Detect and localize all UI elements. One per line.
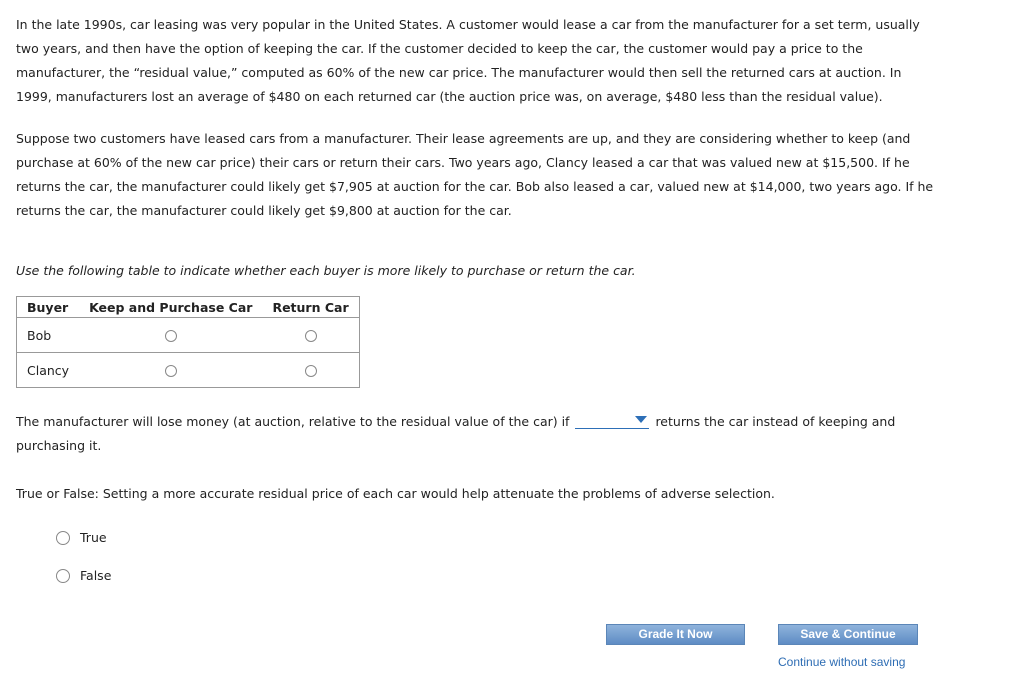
table-header-row <box>17 297 360 318</box>
true-radio[interactable] <box>56 531 70 545</box>
option-false-label: False <box>80 568 112 583</box>
header-return: Return Car <box>262 297 359 318</box>
clancy-return-radio[interactable] <box>305 365 317 377</box>
table-row-clancy <box>17 353 360 388</box>
option-true-label: True <box>80 530 107 545</box>
intro-paragraph-2: Suppose two customers have leased cars from a manufacturer. Their lease agreements are up, and they are considering whether to keep (and purchase at 60% of the new car price) their cars or return their cars. Two years ago, Clancy leased a car that was valued new at $15,500. If he returns the car, the manufacturer could likely get $7,905 at auction for the car. Bob also leased a car, valued new at $14,000, two years ago. If he returns the car, the manufacturer could likely get $9,800 at auction for the car. <box>16 131 934 218</box>
continue-without-saving-link[interactable]: Continue without saving <box>778 655 906 669</box>
grade-it-now-button[interactable]: Grade It Now <box>606 624 745 645</box>
bob-keep-radio[interactable] <box>165 330 177 342</box>
chevron-down-icon <box>635 416 647 423</box>
table-row-bob <box>17 318 360 353</box>
bob-return-radio[interactable] <box>305 330 317 342</box>
question-true-false: True or False: Setting a more accurate residual price of each car would help attenuate the problems of adverse selection. <box>16 486 775 501</box>
save-continue-button[interactable]: Save & Continue <box>778 624 918 645</box>
question-lose-money <box>16 410 936 458</box>
buyer-dropdown[interactable] <box>575 414 649 429</box>
table-instruction: Use the following table to indicate whether each buyer is more likely to purchase or return the car. <box>16 263 636 278</box>
question-lose-money-after: returns the car instead of keeping and purchasing it. <box>16 414 896 453</box>
option-false[interactable] <box>56 568 111 583</box>
question-lose-money-before: The manufacturer will lose money (at auction, relative to the residual value of the car) if <box>16 414 570 429</box>
header-buyer: Buyer <box>17 297 80 318</box>
header-keep-purchase: Keep and Purchase Car <box>79 297 262 318</box>
clancy-keep-radio[interactable] <box>165 365 177 377</box>
false-radio[interactable] <box>56 569 70 583</box>
purchase-return-table <box>16 296 360 388</box>
buyer-name: Bob <box>17 318 80 353</box>
intro-paragraph-1: In the late 1990s, car leasing was very popular in the United States. A customer would lease a car from the manufacturer for a set term, usually two years, and then have the option of keeping the car. If the customer decided to keep the car, the customer would pay a price to the manufacturer, the “residual value,” computed as 60% of the new car price. The manufacturer would then sell the returned cars at auction. In 1999, manufacturers lost an average of $480 on each returned car (the auction price was, on average, $480 less than the residual value). <box>16 17 920 104</box>
buyer-name: Clancy <box>17 353 80 388</box>
option-true[interactable] <box>56 530 107 545</box>
